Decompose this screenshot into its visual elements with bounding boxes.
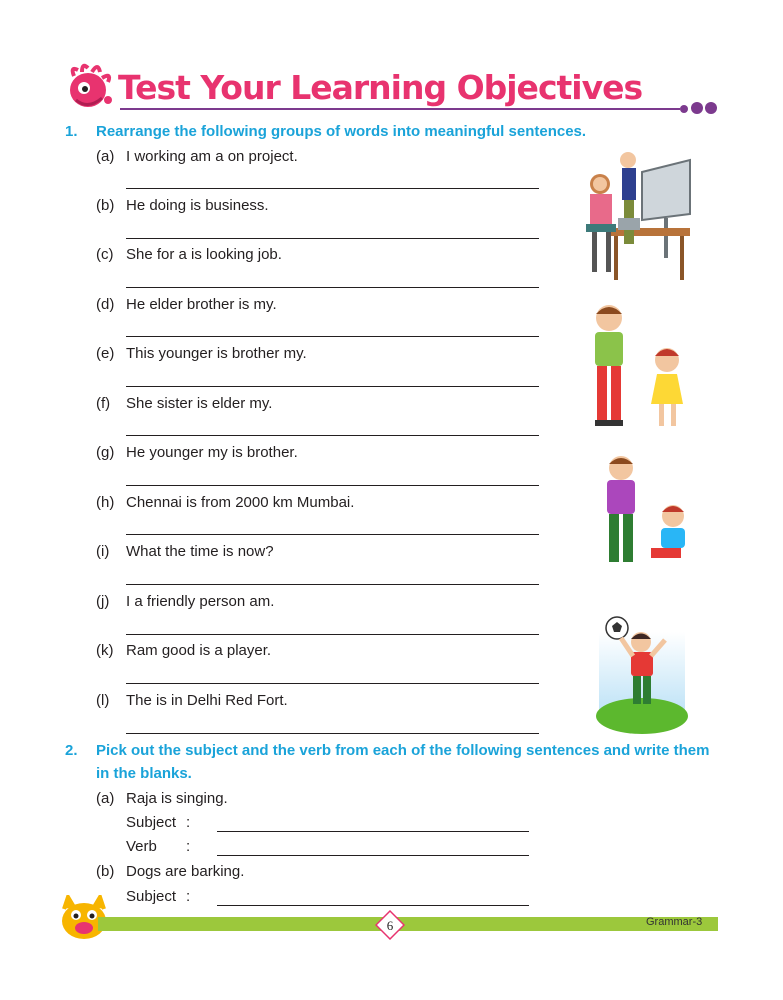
item-text: She sister is elder my. bbox=[126, 395, 273, 412]
item-label: (a) bbox=[96, 790, 115, 807]
answer-line[interactable] bbox=[126, 534, 539, 535]
item-text: Chennai is from 2000 km Mumbai. bbox=[126, 494, 355, 511]
item-label: (e) bbox=[96, 345, 115, 362]
verb-label: Verb bbox=[126, 838, 157, 855]
footer-bar bbox=[98, 917, 718, 931]
subject-answer-line[interactable] bbox=[217, 905, 529, 906]
question-number: 2. bbox=[65, 742, 78, 759]
item-label: (d) bbox=[96, 296, 115, 313]
page-title: Test Your Learning Objectives bbox=[118, 68, 643, 107]
answer-line[interactable] bbox=[126, 485, 539, 486]
item-text: Raja is singing. bbox=[126, 790, 228, 807]
subject-answer-line[interactable] bbox=[217, 831, 529, 832]
question-instruction-line2: in the blanks. bbox=[96, 765, 192, 782]
item-label: (g) bbox=[96, 444, 115, 461]
book-title: Grammar-3 bbox=[646, 916, 703, 928]
answer-line[interactable] bbox=[126, 188, 539, 189]
page-number-badge bbox=[375, 910, 405, 940]
item-label: (c) bbox=[96, 246, 114, 263]
item-text: He younger my is brother. bbox=[126, 444, 298, 461]
item-label: (f) bbox=[96, 395, 111, 412]
item-text: Dogs are barking. bbox=[126, 863, 245, 880]
item-text: I working am a on project. bbox=[126, 148, 298, 165]
decor-dot bbox=[705, 102, 717, 114]
answer-line[interactable] bbox=[126, 733, 539, 734]
decor-dot bbox=[680, 105, 688, 113]
item-text: Ram good is a player. bbox=[126, 642, 272, 659]
item-label: (k) bbox=[96, 642, 114, 659]
boy-girl-playing-illustration bbox=[595, 452, 700, 572]
question-instruction: Rearrange the following groups of words into meaningful sentences. bbox=[96, 123, 587, 140]
answer-line[interactable] bbox=[126, 386, 539, 387]
item-text: This younger is brother my. bbox=[126, 345, 307, 362]
item-label: (l) bbox=[96, 692, 110, 709]
colon: : bbox=[186, 814, 191, 831]
question-number: 1. bbox=[65, 123, 78, 140]
page-number: 6 bbox=[386, 918, 394, 933]
football-boy-illustration bbox=[595, 612, 690, 737]
item-text: He elder brother is my. bbox=[126, 296, 277, 313]
subject-label: Subject bbox=[126, 814, 177, 831]
answer-line[interactable] bbox=[126, 683, 539, 684]
colon: : bbox=[186, 838, 191, 855]
question-instruction-line1: Pick out the subject and the verb from each of the following sentences and write them bbox=[96, 742, 710, 759]
item-label: (j) bbox=[96, 593, 110, 610]
item-label: (b) bbox=[96, 863, 115, 880]
decor-dot bbox=[691, 102, 703, 114]
item-text: What the time is now? bbox=[126, 543, 274, 560]
item-label: (b) bbox=[96, 197, 115, 214]
answer-line[interactable] bbox=[126, 634, 539, 635]
office-workers-illustration bbox=[580, 150, 695, 290]
title-underline bbox=[120, 108, 680, 110]
answer-line[interactable] bbox=[126, 584, 539, 585]
item-text: He doing is business. bbox=[126, 197, 269, 214]
answer-line[interactable] bbox=[126, 435, 539, 436]
mascot-icon bbox=[62, 62, 118, 112]
answer-line[interactable] bbox=[126, 238, 539, 239]
colon: : bbox=[186, 888, 191, 905]
subject-label: Subject bbox=[126, 888, 177, 905]
item-label: (i) bbox=[96, 543, 110, 560]
item-text: The is in Delhi Red Fort. bbox=[126, 692, 288, 709]
item-label: (a) bbox=[96, 148, 115, 165]
brother-sister-illustration bbox=[585, 300, 700, 435]
verb-answer-line[interactable] bbox=[217, 855, 529, 856]
answer-line[interactable] bbox=[126, 336, 539, 337]
item-label: (h) bbox=[96, 494, 115, 511]
item-text: I a friendly person am. bbox=[126, 593, 275, 610]
item-text: She for a is looking job. bbox=[126, 246, 282, 263]
answer-line[interactable] bbox=[126, 287, 539, 288]
